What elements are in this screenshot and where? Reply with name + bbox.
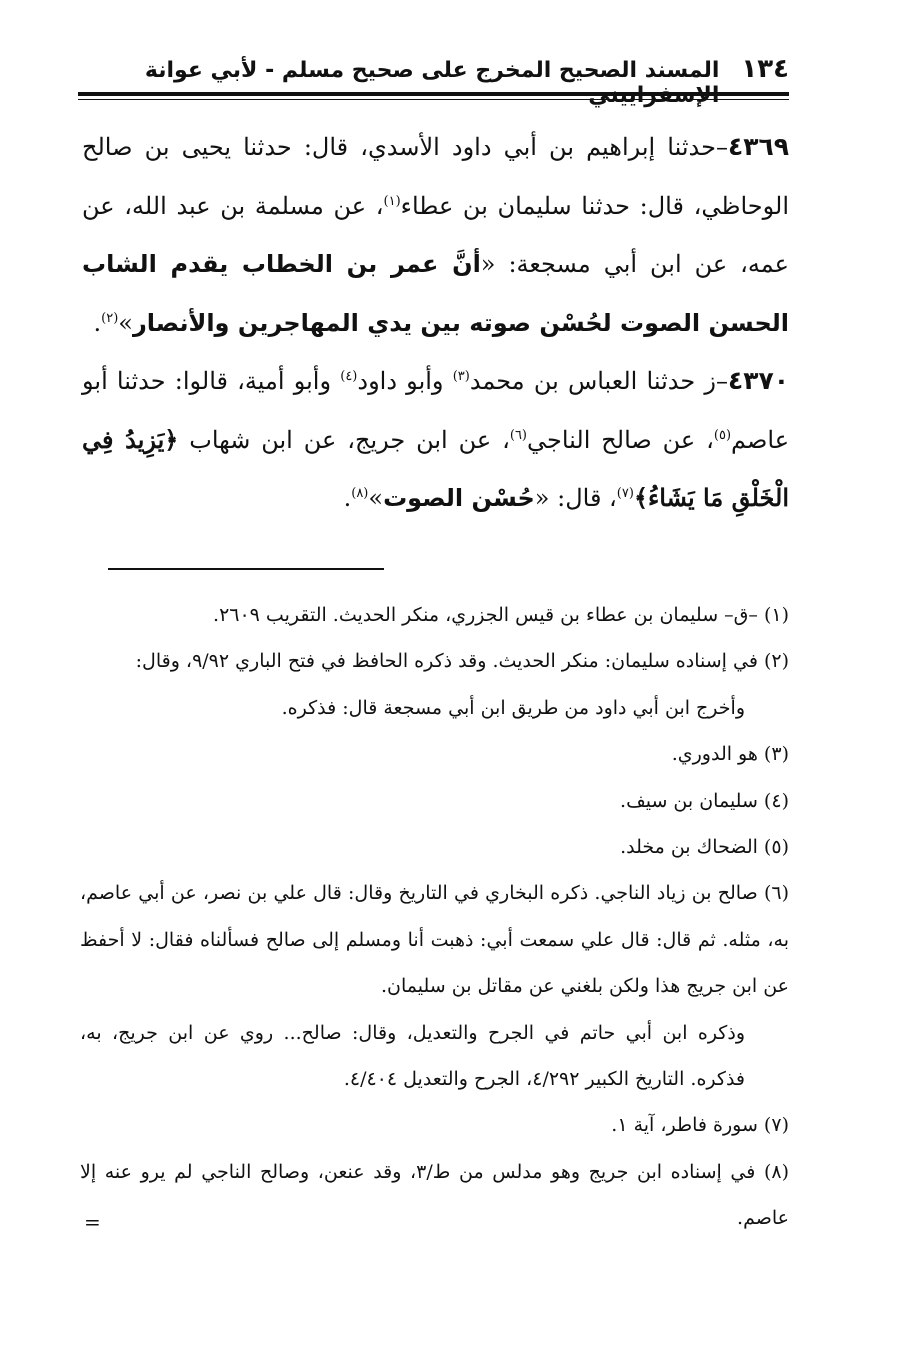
footnote-6: (٦) صالح بن زياد الناجي. ذكره البخاري في التاريخ وقال: قال علي بن نصر، عن أبي عاصم، به، مثله. ثم قال: قال علي سمعت أبي: ذهبت أنا ومسلم إلى صالح فسألناه فقال: لا أحفظ عن ابن جريج هذا ولكن بلغني عن مقاتل بن سليمان. — [80, 882, 789, 998]
header-rule-thick — [78, 92, 789, 96]
continuation-mark: = — [84, 1210, 101, 1234]
period: . — [343, 484, 352, 512]
quote-close: » — [368, 484, 384, 512]
footnote-ref[interactable]: (٥) — [713, 427, 732, 443]
hadith-text: ، عن صالح الناجي — [527, 425, 714, 454]
footnote-6-continued: وذكره ابن أبي حاتم في الجرح والتعديل، وقال: صالح... روي عن ابن جريج، به، فذكره. التاريخ الكبير ٤/٢٩٢، الجرح والتعديل ٤/٤٠٤. — [80, 1021, 745, 1091]
hadith-number: ٤٣٧٠ — [727, 366, 789, 395]
hadith-text: ، عن ابن جريج، عن ابن شهاب — [178, 425, 510, 454]
footnote-ref[interactable]: (٦) — [509, 427, 527, 443]
footnote-3: (٣) هو الدوري. — [671, 743, 789, 766]
footnote-ref[interactable]: (٤) — [340, 369, 358, 384]
hadith-text: وأبو داود — [357, 367, 453, 395]
footnote-5: (٥) الضحاك بن مخلد. — [620, 836, 789, 859]
hadith-matn: حُسْن الصوت — [383, 484, 535, 512]
footnote-ref[interactable]: (٧) — [616, 486, 634, 501]
footnote-2: (٢) في إسناده سليمان: منكر الحديث. وقد ذكره الحافظ في فتح الباري ٩/٩٢، وقال: — [135, 650, 789, 673]
header-rule-thin — [78, 99, 789, 100]
footnote-1: (١) –ق– سليمان بن عطاء بن قيس الجزري، منكر الحديث. التقريب ٢٦٠٩. — [213, 604, 789, 626]
footnotes — [80, 592, 789, 1242]
quote-close: » — [118, 308, 133, 337]
footnote-ref[interactable]: (٢) — [101, 310, 119, 326]
book-title: المسند الصحيح المخرج على صحيح مسلم - لأبي عوانة — [144, 58, 720, 83]
period: . — [93, 308, 102, 337]
hadith-4369 — [82, 118, 789, 352]
page-number: ١٣٤ — [741, 54, 789, 84]
hadith-text: ، عن مسلمة بن عبد الله، عن عمه، عن ابن أبي مسجعة: « — [82, 191, 789, 278]
hadith-number: ٤٣٦٩ — [727, 132, 790, 161]
footnote-separator — [108, 568, 384, 570]
hadith-text: –ز حدثنا العباس بن محمد — [469, 367, 728, 395]
hadith-matn: أنَّ عمر بن الخطاب يقدم الشاب الحسن الصوت لحُسْن صوته بين يدي المهاجرين والأنصار — [82, 250, 789, 337]
main-text — [82, 118, 789, 528]
quran-verse: ﴿يَزِيدُ فِي الْخَلْقِ مَا يَشَاءُ﴾ — [82, 424, 789, 512]
footnote-4: (٤) سليمان بن سيف. — [620, 789, 789, 812]
footnote-7: (٧) سورة فاطر، آية ١. — [611, 1114, 789, 1137]
footnote-8: (٨) في إسناده ابن جريج وهو مدلس من ط/٣، وقد عنعن، وصالح الناجي لم يرو عنه إلا عاصم. — [80, 1160, 789, 1230]
hadith-text: –حدثنا إبراهيم بن أبي داود الأسدي، قال: حدثنا يحيى بن صالح الوحاظي، قال: حدثنا سليمان بن عطاء — [82, 133, 789, 220]
hadith-4370 — [82, 352, 789, 528]
footnote-ref[interactable]: (١) — [383, 193, 401, 209]
footnote-ref[interactable]: (٨) — [351, 486, 369, 501]
hadith-text: وأبو أمية، قالوا: حدثنا أبو عاصم — [82, 367, 790, 454]
footnote-2-continued: وأخرج ابن أبي داود من طريق ابن أبي مسجعة قال: فذكره. — [281, 696, 745, 719]
hadith-text: ، قال: « — [534, 484, 617, 512]
footnote-ref[interactable]: (٣) — [452, 369, 470, 384]
